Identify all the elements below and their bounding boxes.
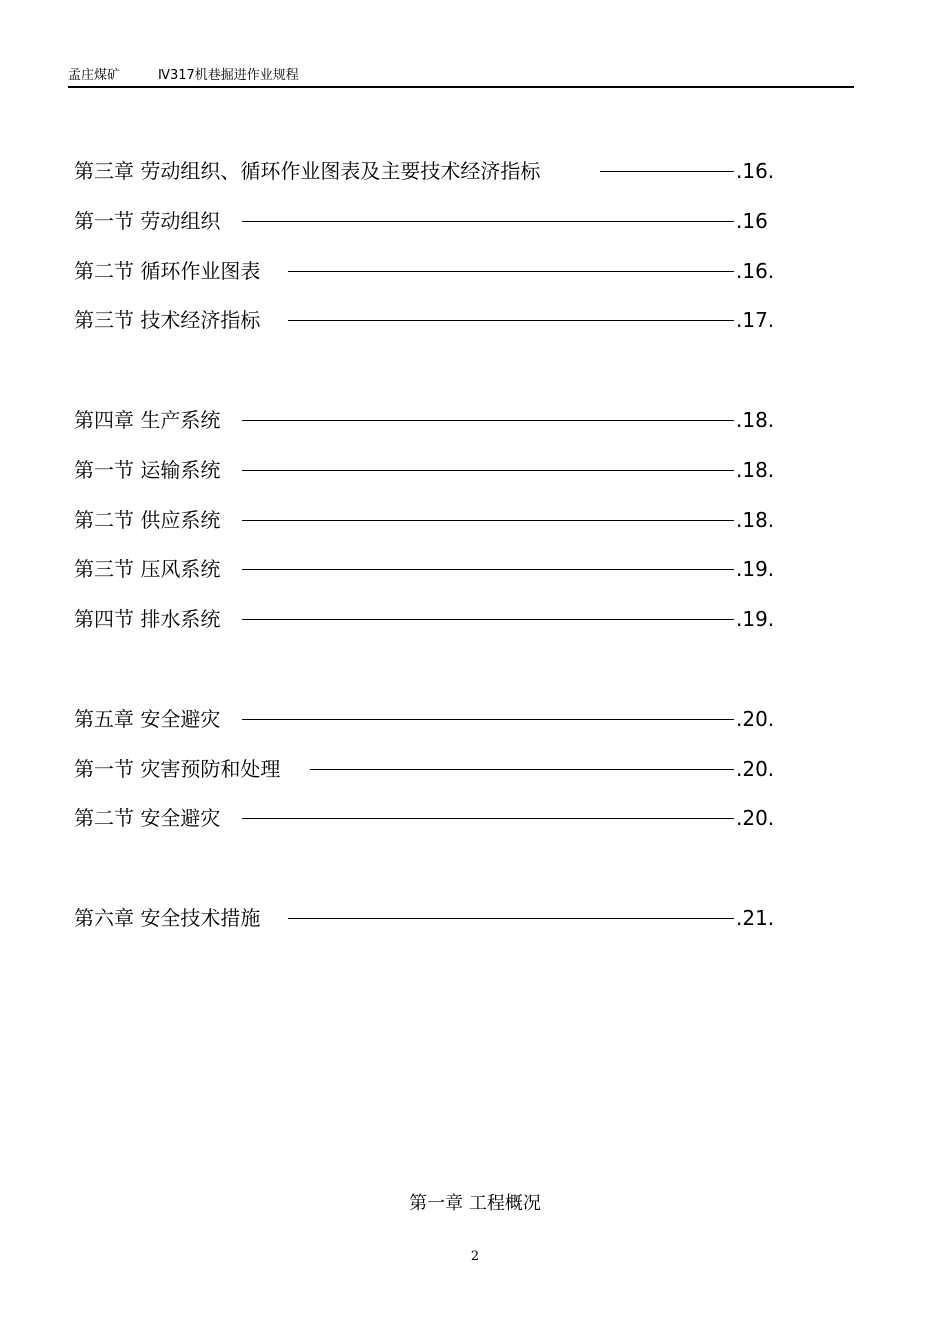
toc-entry-page: .20. bbox=[736, 707, 775, 731]
toc-entry-label: 第一节 灾害预防和处理 bbox=[74, 757, 281, 781]
header-rule bbox=[68, 86, 854, 88]
toc-entry-label: 第三节 技术经济指标 bbox=[74, 308, 261, 332]
toc-entry-section-5-1[interactable] bbox=[74, 752, 784, 786]
toc-leader-line bbox=[242, 569, 734, 570]
toc-entry-section-5-2[interactable] bbox=[74, 801, 784, 835]
toc-entry-page: .18. bbox=[736, 508, 775, 532]
toc-entry-label: 第二节 供应系统 bbox=[74, 508, 221, 532]
toc-entry-chapter-5[interactable] bbox=[74, 702, 784, 736]
toc-entry-page: .18. bbox=[736, 408, 775, 432]
toc-entry-page: .17. bbox=[736, 308, 775, 332]
toc-entry-label: 第六章 安全技术措施 bbox=[74, 906, 261, 930]
toc-entry-page: .16. bbox=[736, 259, 775, 283]
toc-leader-line bbox=[310, 769, 734, 770]
page-number: 2 bbox=[470, 1249, 480, 1264]
toc-entry-label: 第二节 安全避灾 bbox=[74, 806, 221, 830]
toc-entry-page: .20. bbox=[736, 806, 775, 830]
toc-entry-chapter-6[interactable] bbox=[74, 901, 784, 935]
toc-entry-label: 第一节 劳动组织 bbox=[74, 209, 221, 233]
toc-leader-line bbox=[242, 619, 734, 620]
toc-leader-line bbox=[242, 221, 734, 222]
toc-leader-line bbox=[288, 320, 734, 321]
toc-entry-label: 第二节 循环作业图表 bbox=[74, 259, 261, 283]
header-document-title: Ⅳ317机巷掘进作业规程 bbox=[158, 68, 299, 83]
toc-entry-label: 第三节 压风系统 bbox=[74, 557, 221, 581]
toc-entry-page: .20. bbox=[736, 757, 775, 781]
toc-entry-section-4-3[interactable] bbox=[74, 552, 784, 586]
running-header bbox=[68, 66, 853, 86]
toc-entry-label: 第一节 运输系统 bbox=[74, 458, 221, 482]
toc-entry-label: 第三章 劳动组织、循环作业图表及主要技术经济指标 bbox=[74, 159, 541, 183]
toc-leader-line bbox=[242, 520, 734, 521]
toc-entry-chapter-3[interactable] bbox=[74, 154, 784, 188]
toc-entry-section-4-1[interactable] bbox=[74, 453, 784, 487]
header-mine-name: 孟庄煤矿 bbox=[68, 68, 121, 83]
toc-leader-line bbox=[242, 420, 734, 421]
toc-entry-page: .16 bbox=[736, 209, 768, 233]
chapter-heading: 第一章 工程概况 bbox=[409, 1193, 541, 1214]
toc-entry-label: 第五章 安全避灾 bbox=[74, 707, 221, 731]
toc-entry-page: .16. bbox=[736, 159, 775, 183]
toc-leader-line bbox=[288, 918, 734, 919]
toc-entry-section-4-2[interactable] bbox=[74, 503, 784, 537]
toc-entry-label: 第四章 生产系统 bbox=[74, 408, 221, 432]
toc-entry-section-3-3[interactable] bbox=[74, 303, 784, 337]
toc-leader-line bbox=[242, 470, 734, 471]
toc-entry-section-3-2[interactable] bbox=[74, 254, 784, 288]
toc-entry-page: .19. bbox=[736, 607, 775, 631]
toc-leader-line bbox=[242, 719, 734, 720]
toc-entry-page: .18. bbox=[736, 458, 775, 482]
toc-entry-page: .19. bbox=[736, 557, 775, 581]
toc-entry-label: 第四节 排水系统 bbox=[74, 607, 221, 631]
toc-leader-line bbox=[242, 818, 734, 819]
toc-leader-line bbox=[288, 271, 734, 272]
toc-entry-section-3-1[interactable] bbox=[74, 204, 784, 238]
toc-entry-page: .21. bbox=[736, 906, 775, 930]
toc-leader-line bbox=[600, 171, 734, 172]
toc-entry-section-4-4[interactable] bbox=[74, 602, 784, 636]
toc-entry-chapter-4[interactable] bbox=[74, 403, 784, 437]
